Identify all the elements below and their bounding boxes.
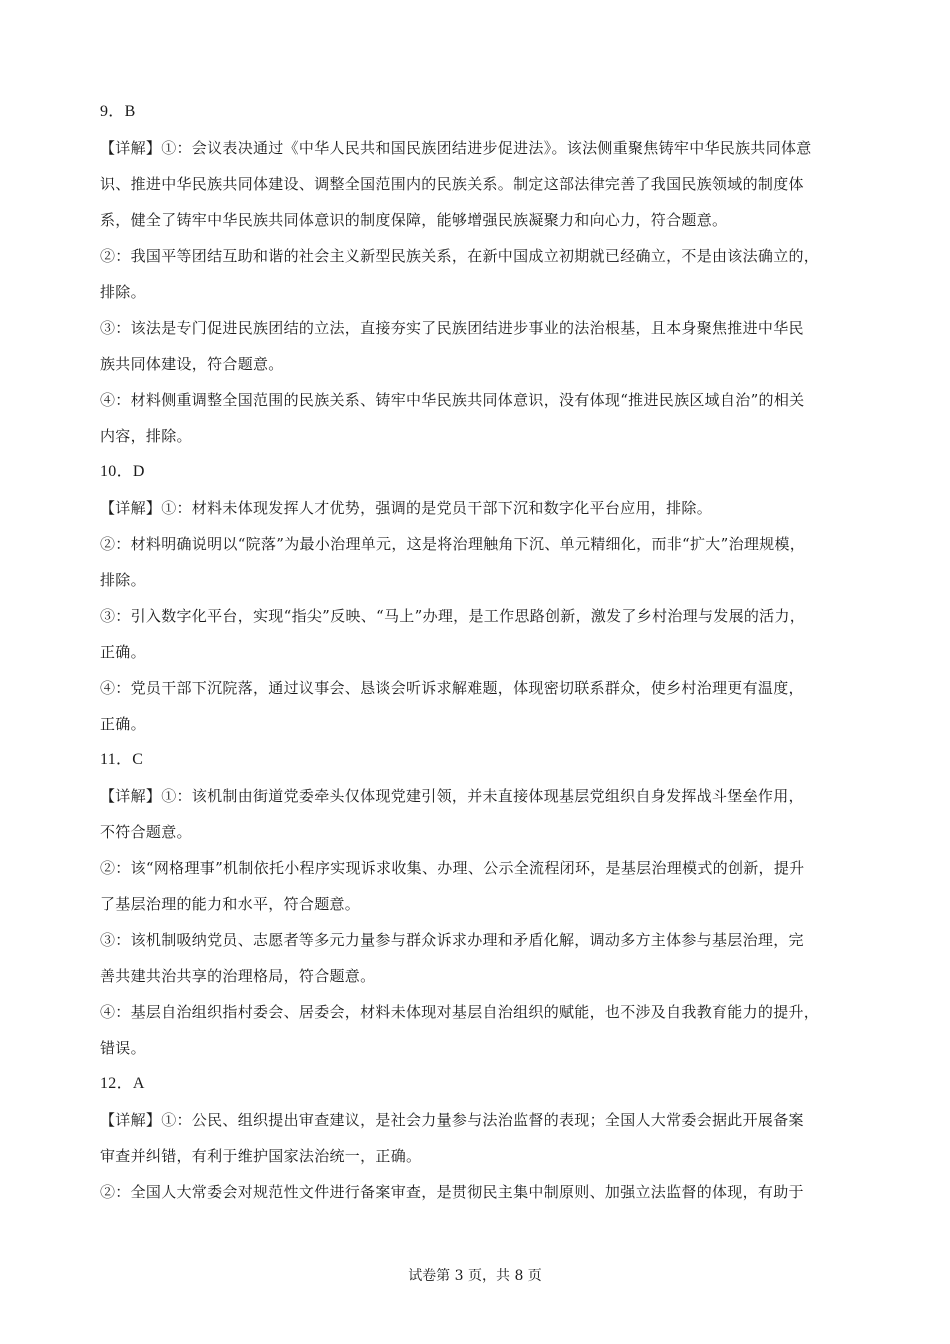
text-line: 审查并纠错，有利于维护国家法治统一，正确。: [100, 1147, 422, 1165]
text-line: 【详解】①：会议表决通过《中华人民共和国民族团结进步促进法》。该法侧重聚焦铸牢中华民族共同体意: [100, 139, 812, 157]
text-line: 识、推进中华民族共同体建设、调整全国范围内的民族关系。制定这部法律完善了我国民族领域的制度体: [100, 175, 804, 193]
text-line: ②：我国平等团结互助和谐的社会主义新型民族关系，在新中国成立初期就已经确立，不是由该法确立的，: [100, 247, 820, 265]
answer-heading-12: 12．A: [100, 1075, 145, 1092]
text-line: ④：党员干部下沉院落，通过议事会、恳谈会听诉求解难题，体现密切联系群众，使乡村治理更有温度，: [100, 679, 804, 697]
text-line: 系，健全了铸牢中华民族共同体意识的制度保障，能够增强民族凝聚力和向心力，符合题意。: [100, 211, 728, 229]
text-line: ③：该机制吸纳党员、志愿者等多元力量参与群众诉求办理和矛盾化解，调动多方主体参与基层治理，完: [100, 931, 804, 949]
text-line: ②：全国人大常委会对规范性文件进行备案审查，是贯彻民主集中制原则、加强立法监督的体现，有助于: [100, 1183, 804, 1201]
text-line: 正确。: [100, 643, 146, 661]
text-line: ②：该“网格理事”机制依托小程序实现诉求收集、办理、公示全流程闭环，是基层治理模式的创新，提升: [100, 859, 805, 877]
text-line: ④：基层自治组织指村委会、居委会，材料未体现对基层自治组织的赋能，也不涉及自我教育能力的提升，: [100, 1003, 820, 1021]
text-line: 【详解】①：材料未体现发挥人才优势，强调的是党员干部下沉和数字化平台应用，排除。: [100, 499, 713, 517]
text-line: 族共同体建设，符合题意。: [100, 355, 284, 373]
answer-explanations: [100, 94, 862, 1210]
text-line: 不符合题意。: [100, 823, 192, 841]
text-line: 【详解】①：公民、组织提出审查建议，是社会力量参与法治监督的表现；全国人大常委会据此开展备案: [100, 1111, 804, 1129]
text-line: 善共建共治共享的治理格局，符合题意。: [100, 967, 376, 985]
text-line: 内容，排除。: [100, 427, 192, 445]
text-line: 错误。: [100, 1039, 146, 1057]
answer-heading-10: 10．D: [100, 463, 145, 480]
answer-heading-9: 9．B: [100, 103, 136, 120]
page-footer: 试卷第 3 页，共 8 页: [408, 1268, 542, 1284]
text-line: 【详解】①：该机制由街道党委牵头仅体现党建引领，并未直接体现基层党组织自身发挥战斗堡垒作用，: [100, 787, 804, 805]
text-line: ③：该法是专门促进民族团结的立法，直接夯实了民族团结进步事业的法治根基，且本身聚焦推进中华民: [100, 319, 804, 337]
text-line: ④：材料侧重调整全国范围的民族关系、铸牢中华民族共同体意识，没有体现“推进民族区域自治”的相关: [100, 391, 805, 409]
text-line: 正确。: [100, 715, 146, 733]
answer-heading-11: 11．C: [100, 751, 144, 768]
text-line: 排除。: [100, 283, 146, 301]
text-line: ②：材料明确说明以“院落”为最小治理单元，这是将治理触角下沉、单元精细化，而非“扩大”治理规模，: [100, 535, 806, 553]
text-line: 排除。: [100, 571, 146, 589]
text-line: 了基层治理的能力和水平，符合题意。: [100, 895, 361, 913]
text-line: ③：引入数字化平台，实现“指尖”反映、“马上”办理，是工作思路创新，激发了乡村治理与发展的活力，: [100, 607, 806, 625]
